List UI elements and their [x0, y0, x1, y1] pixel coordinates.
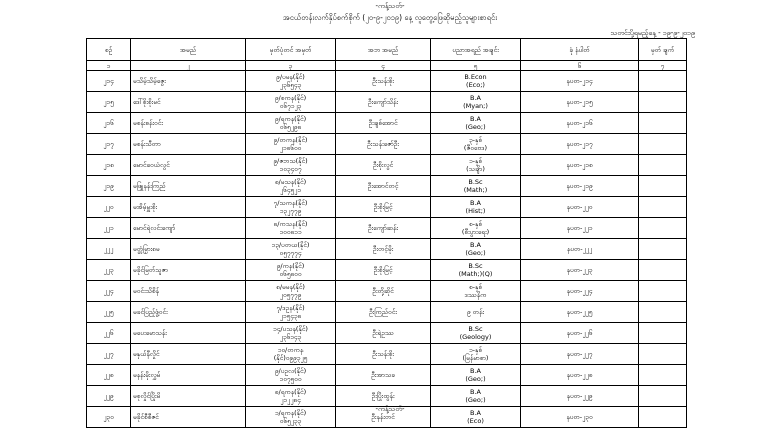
- row-number: ၂၂၅: [87, 302, 131, 323]
- father-name: ဦးရဲဥဿ: [336, 323, 431, 344]
- father-name: ဦးကျော်ဆန်း: [336, 218, 431, 239]
- nrc-number-line1: ၉/ရကန(နိုင်): [274, 115, 307, 123]
- education: [431, 197, 521, 218]
- table-row: [87, 239, 687, 260]
- remark: [639, 323, 687, 344]
- nrc-number-line1: ၇/သကန(နိုင်): [273, 199, 308, 207]
- document-title: အငယ်တန်းလက်နှိပ်စက်စိုက် (၂၀-၉-၂၀၁၉) နေ့ လူတွေ့ဖြေဆိုမည့်သူများစာရင်း: [282, 13, 498, 22]
- nrc-number-line2: ၁၃၂၇၇၉: [279, 207, 302, 215]
- candidate-name: မခင်ပြည့်ဖွံ့ဝင်း: [131, 302, 246, 323]
- row-number: ၂၂၉: [87, 386, 131, 407]
- nrc-number: [246, 71, 336, 92]
- education-line1: B.Sc: [468, 178, 483, 186]
- nrc-number-line2: ၁၀၃၄၀၇: [279, 165, 302, 173]
- father-name: ဦးအာသခ: [336, 365, 431, 386]
- nrc-number: [246, 176, 336, 197]
- row-number: ၂၁၄: [87, 71, 131, 92]
- candidate-name: မစန်းစန်းဝင်း: [131, 113, 246, 134]
- nrc-number: [246, 218, 336, 239]
- nrc-number-line1: ၁၀/တကန: [277, 346, 304, 354]
- seat-number: နပတ-၂၂၆: [521, 323, 639, 344]
- column-number: ၆: [521, 61, 639, 71]
- nrc-number-line1: ၉/ဇဘသ(နိုင်): [273, 157, 308, 165]
- remark: [639, 71, 687, 92]
- education: [431, 155, 521, 176]
- seat-number: နပတ-၂၂၉: [521, 386, 639, 407]
- nrc-number-line2: ၂၀၅၇၇၉: [279, 291, 302, 299]
- education-line2: (Hist;): [465, 207, 486, 215]
- education-line1: B.A: [470, 388, 481, 396]
- nrc-number-line2: ၀၆၇၁၂၃: [279, 102, 302, 110]
- nrc-number-line1: ၉/ကန(နိုင်): [276, 262, 305, 270]
- nrc-number: [246, 197, 336, 218]
- table-body: [87, 71, 687, 428]
- table-row: [87, 344, 687, 365]
- education-line2: ဒဿနိက: [464, 291, 487, 299]
- seat-number: နပတ-၂၂၃: [521, 260, 639, 281]
- education: [431, 113, 521, 134]
- seat-number: နပတ-၂၁၇: [521, 134, 639, 155]
- table-row: [87, 302, 687, 323]
- nrc-number-line1: ၉/ပဥလ(နိုင်): [274, 367, 307, 375]
- table-row: [87, 92, 687, 113]
- nrc-number-line1: ၁/ရကန(နိုင်): [274, 409, 307, 417]
- education-line1: စ-နှစ်: [468, 220, 483, 228]
- column-header: ခုံ နံပါတ်: [521, 39, 639, 61]
- nrc-number-line1: ၉/စကန(နိုင်): [274, 94, 307, 102]
- nrc-number: [246, 92, 336, 113]
- nrc-number-line1: ၉/ပမန(နိုင်): [276, 73, 305, 81]
- row-number: ၂၂၆: [87, 323, 131, 344]
- nrc-number-line2: ၀၆၅၂၃၃: [279, 417, 302, 425]
- report-date: သတင်းပို့ရမည့်နေ့ - ၁၉-၉-၂၀၁၉: [610, 29, 695, 37]
- father-name: ဦးနန်းတင်: [336, 407, 431, 428]
- nrc-number-line2: ၂၁၈၆၀၀: [279, 144, 302, 152]
- column-header: မှတ်ပုံတင် အမှတ်: [246, 39, 336, 61]
- education: [431, 323, 521, 344]
- education-line2: (စီးပွားရေး): [461, 228, 490, 236]
- remark: [639, 344, 687, 365]
- nrc-number: [246, 239, 336, 260]
- remark: [639, 260, 687, 281]
- education: [431, 218, 521, 239]
- education: [431, 176, 521, 197]
- row-number: ၂၁၈: [87, 155, 131, 176]
- remark: [639, 92, 687, 113]
- row-number: ၂၁၇: [87, 134, 131, 155]
- education-line1: B.A: [470, 94, 481, 102]
- nrc-number-line2: ၂၃၆၅၄၃: [279, 81, 302, 89]
- nrc-number-line2: ၀၆၅၂၉၈: [279, 123, 302, 131]
- education: [431, 260, 521, 281]
- column-header: မှတ် ချက်: [639, 39, 687, 61]
- table-row: [87, 386, 687, 407]
- candidate-name: ဒေါ်စိုးစိုးမင်: [131, 92, 246, 113]
- seat-number: နပတ-၂၂၈: [521, 365, 639, 386]
- education-line2: (Myan;): [463, 102, 488, 110]
- father-name: ဦးစိုးမြင့်: [336, 197, 431, 218]
- nrc-number: [246, 281, 336, 302]
- column-number: ၃: [246, 61, 336, 71]
- nrc-number-line1: ၁၄/ပသန(နိုင်): [273, 325, 308, 333]
- nrc-number: [246, 113, 336, 134]
- father-name: ဦးကြည်ဝင်း: [336, 302, 431, 323]
- education-line1: စ-နှစ်: [468, 283, 483, 291]
- seat-number: နပတ-၂၁၅: [521, 92, 639, 113]
- seat-number: နပတ-၂၁၆: [521, 113, 639, 134]
- remark: [639, 365, 687, 386]
- candidate-table: [86, 38, 687, 428]
- column-header: ပညာအရည် အချင်း: [431, 39, 521, 61]
- candidate-name: မစုလှိုင်ပြိုးမိ: [131, 386, 246, 407]
- education-line1: ၉ တန်း: [466, 308, 485, 316]
- column-header: စဉ်: [87, 39, 131, 61]
- education: [431, 365, 521, 386]
- table-row: [87, 281, 687, 302]
- table-row: [87, 218, 687, 239]
- table-row: [87, 71, 687, 92]
- education: [431, 302, 521, 323]
- remark: [639, 239, 687, 260]
- table-row: [87, 134, 687, 155]
- father-name: ဦးသန်းဇော်ဦး: [336, 134, 431, 155]
- nrc-number-line2: ၂၁၅၄၃၈: [279, 312, 302, 320]
- education: [431, 344, 521, 365]
- education-line2: (Math;)(Q): [458, 270, 493, 278]
- education-line2: (Geology): [459, 333, 492, 341]
- education-line1: B.Econ: [464, 73, 487, 81]
- row-number: ၂၂၃: [87, 260, 131, 281]
- candidate-name: မတ္တံမြှား၈မ: [131, 239, 246, 260]
- father-name: ဦးသန်းစိုး: [336, 344, 431, 365]
- education-line1: B.A: [470, 199, 481, 207]
- education: [431, 92, 521, 113]
- nrc-number-line1: ၈/မမန(နိုင်): [276, 283, 305, 291]
- remark: [639, 113, 687, 134]
- seat-number: နပတ-၂၂၇: [521, 344, 639, 365]
- seat-number: နပတ-၂၂၄: [521, 281, 639, 302]
- remark: [639, 197, 687, 218]
- education-line1: B.A: [470, 367, 481, 375]
- row-number: ၂၂၈: [87, 365, 131, 386]
- remark: [639, 155, 687, 176]
- table-row: [87, 260, 687, 281]
- education-line1: ၁-နှစ်: [468, 157, 483, 165]
- education: [431, 386, 521, 407]
- nrc-number: [246, 386, 336, 407]
- nrc-number-line2: ၀၆၅၈၀၀: [279, 270, 302, 278]
- seat-number: နပတ-၂၂၂: [521, 239, 639, 260]
- row-number: ၂၂၀: [87, 197, 131, 218]
- column-number: ၇: [639, 61, 687, 71]
- restricted-mark-bottom: -ကန့်သတ်-: [375, 405, 405, 413]
- education-line2: (သချိာ): [466, 165, 485, 173]
- education-line2: (Geo;): [465, 123, 486, 131]
- remark: [639, 281, 687, 302]
- father-name: ဦးချစ်အောင်: [336, 113, 431, 134]
- nrc-number: [246, 302, 336, 323]
- column-number: ၂: [131, 61, 246, 71]
- nrc-number-line1: ၉/တကန(နိုင်): [273, 136, 308, 144]
- father-name: ဦးစိုးလွင်: [336, 155, 431, 176]
- education-line1: B.Sc: [468, 325, 483, 333]
- nrc-number: [246, 155, 336, 176]
- education-line2: (Geo;): [465, 249, 486, 257]
- table-row: [87, 197, 687, 218]
- table-row: [87, 155, 687, 176]
- column-header: အဘ အမည်: [336, 39, 431, 61]
- nrc-number-line2: ၂၃၆၁၄၃: [279, 333, 302, 341]
- candidate-name: မဝင်းသိစိန်: [131, 281, 246, 302]
- remark: [639, 302, 687, 323]
- nrc-number-line1: ၈/ကသန(နိုင်): [273, 220, 308, 228]
- education-line2: (ဇီဝဗေဒ): [463, 144, 488, 152]
- father-name: ဦးကျော်သိန်း: [336, 92, 431, 113]
- education: [431, 134, 521, 155]
- table-row: [87, 176, 687, 197]
- nrc-number-line1: ၁၃/ပတယ(နိုင်): [271, 241, 310, 249]
- nrc-number: [246, 260, 336, 281]
- restricted-mark-top: -ကန့်သတ်-: [375, 2, 405, 10]
- father-name: ဦးတို့ဆိုင်: [336, 281, 431, 302]
- candidate-name: မဖြူနန်းကြည်: [131, 176, 246, 197]
- row-number: ၂၁၅: [87, 92, 131, 113]
- seat-number: နပတ-၂၂၀: [521, 197, 639, 218]
- row-number: ၂၂၂: [87, 239, 131, 260]
- candidate-name: မခိုင်စီစီဇင်: [131, 407, 246, 428]
- education: [431, 281, 521, 302]
- nrc-number: [246, 365, 336, 386]
- education-line1: ၃-နှစ်: [468, 136, 483, 144]
- education-line2: (Eco;): [466, 81, 485, 89]
- nrc-number-line1: ၈/ရကန(နိုင်): [274, 388, 307, 396]
- education-line2: (မြန်မာစာ): [462, 354, 489, 362]
- nrc-number-line1: ၈/မသန(နိုင်): [274, 178, 307, 186]
- education-line1: B.Sc: [468, 262, 483, 270]
- education-line1: B.A: [470, 115, 481, 123]
- nrc-number-line2: ၂၆၄၅၂၁: [279, 186, 301, 194]
- candidate-name: မခိုင်မြတ်သူဇာ: [131, 260, 246, 281]
- nrc-number-line2: ၁၀၇၅၀၀: [279, 375, 302, 383]
- seat-number: နပတ-၂၁၉: [521, 176, 639, 197]
- education-line2: (Geo;): [465, 375, 486, 383]
- candidate-name: မအိမ့်မှူးစိုး: [131, 197, 246, 218]
- table-row: [87, 323, 687, 344]
- remark: [639, 176, 687, 197]
- seat-number: နပတ-၂၁၄: [521, 71, 639, 92]
- education-line1: ၁-နှစ်: [468, 346, 483, 354]
- table-row: [87, 365, 687, 386]
- table-header-row: [87, 39, 687, 61]
- remark: [639, 218, 687, 239]
- education: [431, 71, 521, 92]
- father-name: ဦးတင့်မိုး: [336, 239, 431, 260]
- candidate-name: မနှယ်နီလှိုင်: [131, 344, 246, 365]
- nrc-number: [246, 323, 336, 344]
- column-number: ၄: [336, 61, 431, 71]
- father-name: ဦးသန်းစိုး: [336, 71, 431, 92]
- father-name: ဦးအောင်တင့်: [336, 176, 431, 197]
- remark: [639, 134, 687, 155]
- row-number: ၂၂၇: [87, 344, 131, 365]
- seat-number: နပတ-၂၃၀: [521, 407, 639, 428]
- education-line1: B.A: [470, 241, 481, 249]
- remark: [639, 386, 687, 407]
- candidate-name: မောင်ဝေယံလွင်: [131, 155, 246, 176]
- nrc-number-line2: (နိုင်)၀၉၉၃၂၅: [273, 354, 308, 362]
- candidate-name: မနန်းမိုးလွှမ်: [131, 365, 246, 386]
- education-line2: (Eco): [467, 417, 484, 425]
- candidate-name: မသိမ့်သိမ့်ဇွေး: [131, 71, 246, 92]
- candidate-name: မပေးမောသန်း: [131, 323, 246, 344]
- column-number: ၁: [87, 61, 131, 71]
- seat-number: နပတ-၂၁၈: [521, 155, 639, 176]
- seat-number: နပတ-၂၂၅: [521, 302, 639, 323]
- nrc-number-line2: ၁၀၀၈၁၁: [279, 228, 302, 236]
- nrc-number: [246, 344, 336, 365]
- column-header: အမည်: [131, 39, 246, 61]
- row-number: ၂၂၁: [87, 218, 131, 239]
- column-number: ၅: [431, 61, 521, 71]
- father-name: ဦးပြိုးထွန်း: [336, 386, 431, 407]
- nrc-number-line1: ၇/ဒဥန(နိုင်): [276, 304, 305, 312]
- nrc-number-line2: ၂၁၂၂၈၄: [280, 396, 301, 404]
- row-number: ၂၂၄: [87, 281, 131, 302]
- education-line2: (Geo;): [465, 396, 486, 404]
- father-name: ဦးစိုးမြင့်: [336, 260, 431, 281]
- education-line1: B.A: [470, 409, 481, 417]
- candidate-name: မောင်ရဲလင်းကျော်: [131, 218, 246, 239]
- seat-number: နပတ-၂၂၁: [521, 218, 639, 239]
- row-number: ၂၃၀: [87, 407, 131, 428]
- education-line2: (Math;): [463, 186, 488, 194]
- row-number: ၂၁၆: [87, 113, 131, 134]
- nrc-number: [246, 134, 336, 155]
- nrc-number-line2: ၀၅၇၇၇၄: [279, 249, 302, 257]
- column-number-row: [87, 61, 687, 71]
- table-row: [87, 113, 687, 134]
- education: [431, 239, 521, 260]
- candidate-name: မစန်းသီတာ: [131, 134, 246, 155]
- row-number: ၂၁၉: [87, 176, 131, 197]
